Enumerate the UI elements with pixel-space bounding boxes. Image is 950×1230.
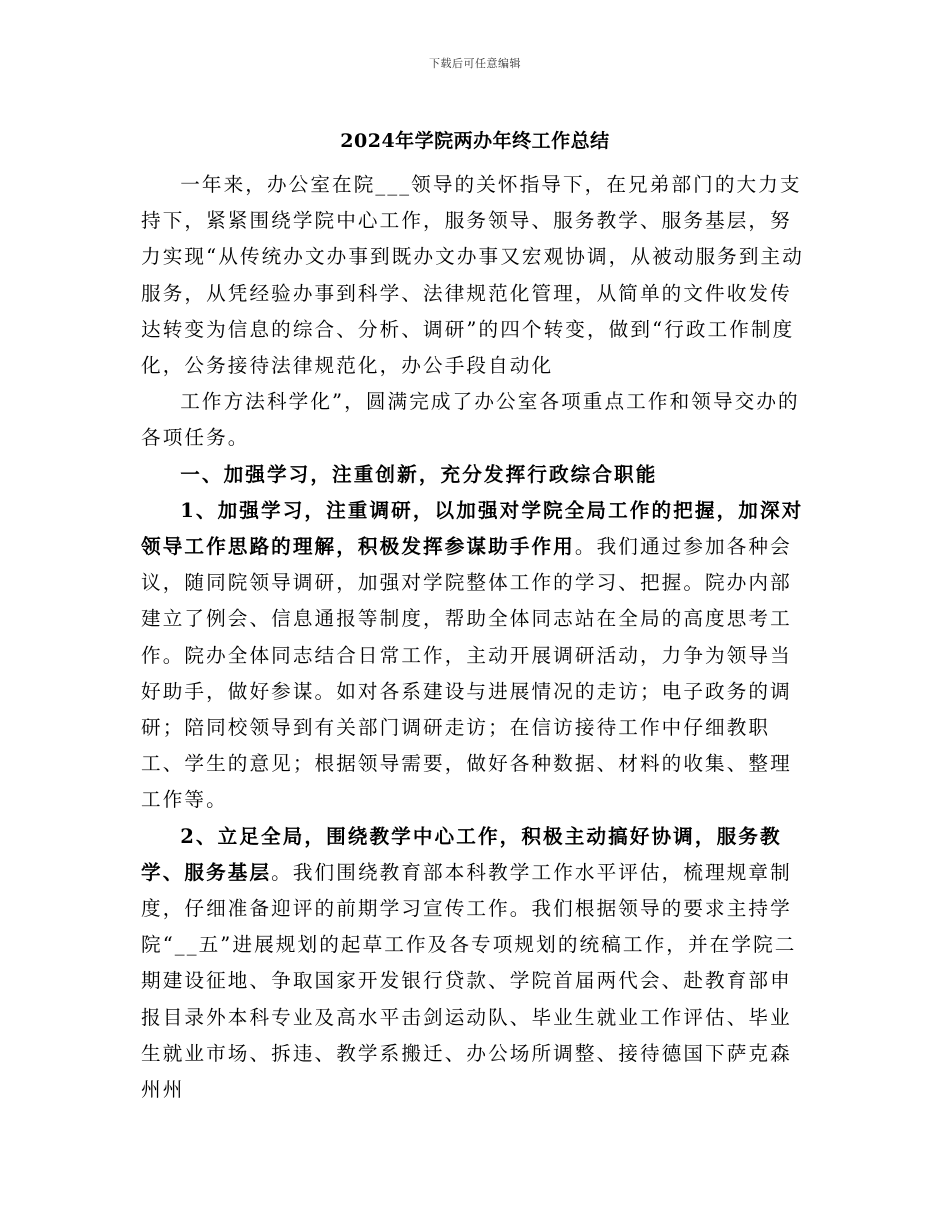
document-body: [141, 167, 809, 1108]
paragraph-item-1: [141, 493, 809, 819]
paragraph-item-2-lead: 2、立足全局，围绕教学中心工作，积极主动搞好协调，服务教学、服务基层: [141, 824, 782, 884]
paragraph-item-2-text: 。我们围绕教育部本科教学工作水平评估，梳理规章制度，仔细准备迎评的前期学习宣传工作。我们根据领导的要求主持学院“__五”进展规划的起草工作及各专项规划的统稿工作，并在学院二期建设征地、争取国家开发银行贷款、学院首届两代会、赴教育部申报目录外本科专业及高水平击剑运动队、毕业生就业工作评估、毕业生就业市场、拆违、教学系搬迁、办公场所调整、接待德国下萨克森州州: [141, 860, 797, 1102]
section-heading-1: 一、加强学习，注重创新，充分发挥行政综合职能: [180, 462, 658, 486]
paragraph-item-2: [141, 819, 809, 1109]
header-note: 下载后可任意编辑: [429, 57, 521, 70]
paragraph-item-1-text: 。我们通过参加各种会议，随同院领导调研，加强对学院整体工作的学习、把握。院办内部建立了例会、信息通报等制度，帮助全体同志站在全局的高度思考工作。院办全体同志结合日常工作，主动开展调研活动，力争为领导当好助手，做好参谋。如对各系建设与进展情况的走访；电子政务的调研；陪同校领导到有关部门调研走访；在信访接待工作中仔细教职工、学生的意见；根据领导需要，做好各种数据、材料的收集、整理工作等。: [141, 535, 792, 812]
paragraph-intro: 一年来，办公室在院___领导的关怀指导下，在兄弟部门的大力支持下，紧紧围绕学院中心工作，服务领导、服务教学、服务基层，努力实现“从传统办文办事到既办文办事又宏观协调，从被动服务到主动服务，从凭经验办事到科学、法律规范化管理，从简单的文件收发传达转变为信息的综合、分析、调研”的四个转变，做到“行政工作制度化，公务接待法律规范化，办公手段自动化: [141, 173, 804, 378]
document-title: 2024年学院两办年终工作总结: [340, 130, 610, 152]
paragraph-item-1-lead: 1、加强学习，注重调研，以加强对学院全局工作的把握，加深对领导工作思路的理解，积极发挥参谋助手作用: [141, 498, 804, 559]
paragraph-intro-continued: 工作方法科学化”，圆满完成了办公室各项重点工作和领导交办的各项任务。: [141, 390, 800, 450]
